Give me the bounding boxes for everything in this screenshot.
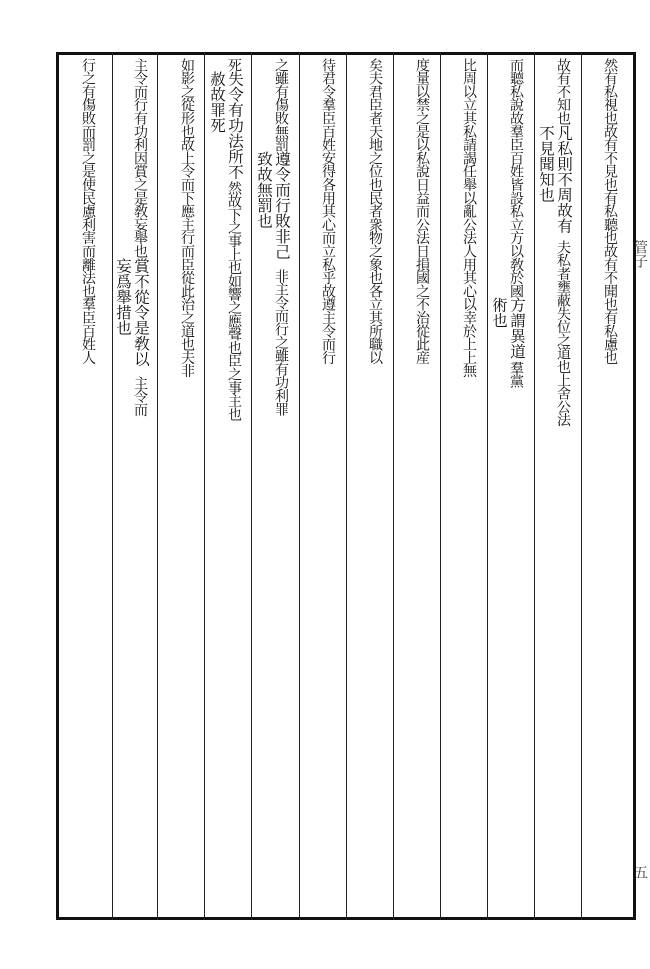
page-edge-title: 管子: [632, 240, 648, 268]
text-column-12: [62, 58, 114, 913]
main-text: 故有不知也: [555, 58, 571, 125]
main-text: 度量以禁之是以私說日益而公法日損國之不治從此産: [414, 58, 430, 364]
text-column-7: [302, 58, 354, 913]
commentary-note: 遵令而行敗非己致故無罰也: [255, 151, 291, 260]
commentary-note: 凡私則不周故有不見聞知也: [537, 124, 573, 234]
main-text: 夫私者壅蔽失位之道也上舍公法: [555, 239, 571, 426]
text-column-3: [490, 58, 542, 913]
text-column-1: [584, 58, 636, 913]
text-column-5: [396, 58, 448, 913]
text-column-4: [443, 58, 495, 913]
text-column-2: [537, 58, 589, 913]
text-column-10: [161, 58, 213, 913]
main-text: 然故下之事上也如響之應聲也臣之事主也: [226, 181, 242, 421]
main-text: 如影之從形也故上令而下應主行而臣從此治之道也夫非: [179, 58, 195, 378]
main-text: 之雖有傷敗無罰: [273, 58, 289, 152]
commentary-note: 賞不從令是敎以妄爲舉措也: [114, 257, 150, 367]
text-column-8: [255, 58, 307, 913]
main-text: 比周以立其私請謁任舉以亂公法人用其心以幸於上上無: [461, 58, 477, 378]
main-text: 待君令羣臣百姓安得各用其心而立私乎故遵主令而行: [320, 58, 336, 364]
main-text: 主令而: [132, 375, 148, 416]
commentary-note: 方謂異道術也: [490, 297, 526, 360]
text-column-11: [114, 58, 166, 913]
commentary-note: 失令有功法所不赦故罪死: [208, 71, 244, 180]
main-text: 然有私視也故有不見也有私聽也故有不聞也有私慮也: [602, 58, 618, 364]
main-text: 而聽私說故羣臣百姓皆設私立方以敎於國: [508, 58, 524, 298]
main-text: 矣夫君臣者天地之位也民者衆物之象也各立其所職以: [367, 58, 383, 364]
main-text: 行之有傷敗而罰之是使民慮利害而離法也羣臣百姓人: [80, 58, 96, 364]
page-edge-number: 五: [632, 865, 648, 879]
main-text: 羣黨: [508, 361, 524, 389]
main-text: 主令而行有功利因賞之是敎妄舉也: [132, 58, 148, 258]
text-column-6: [349, 58, 401, 913]
text-column-9: [208, 58, 260, 913]
main-text: 非主令而行之雖有功利罪: [273, 269, 289, 416]
main-text: 死: [226, 58, 242, 72]
